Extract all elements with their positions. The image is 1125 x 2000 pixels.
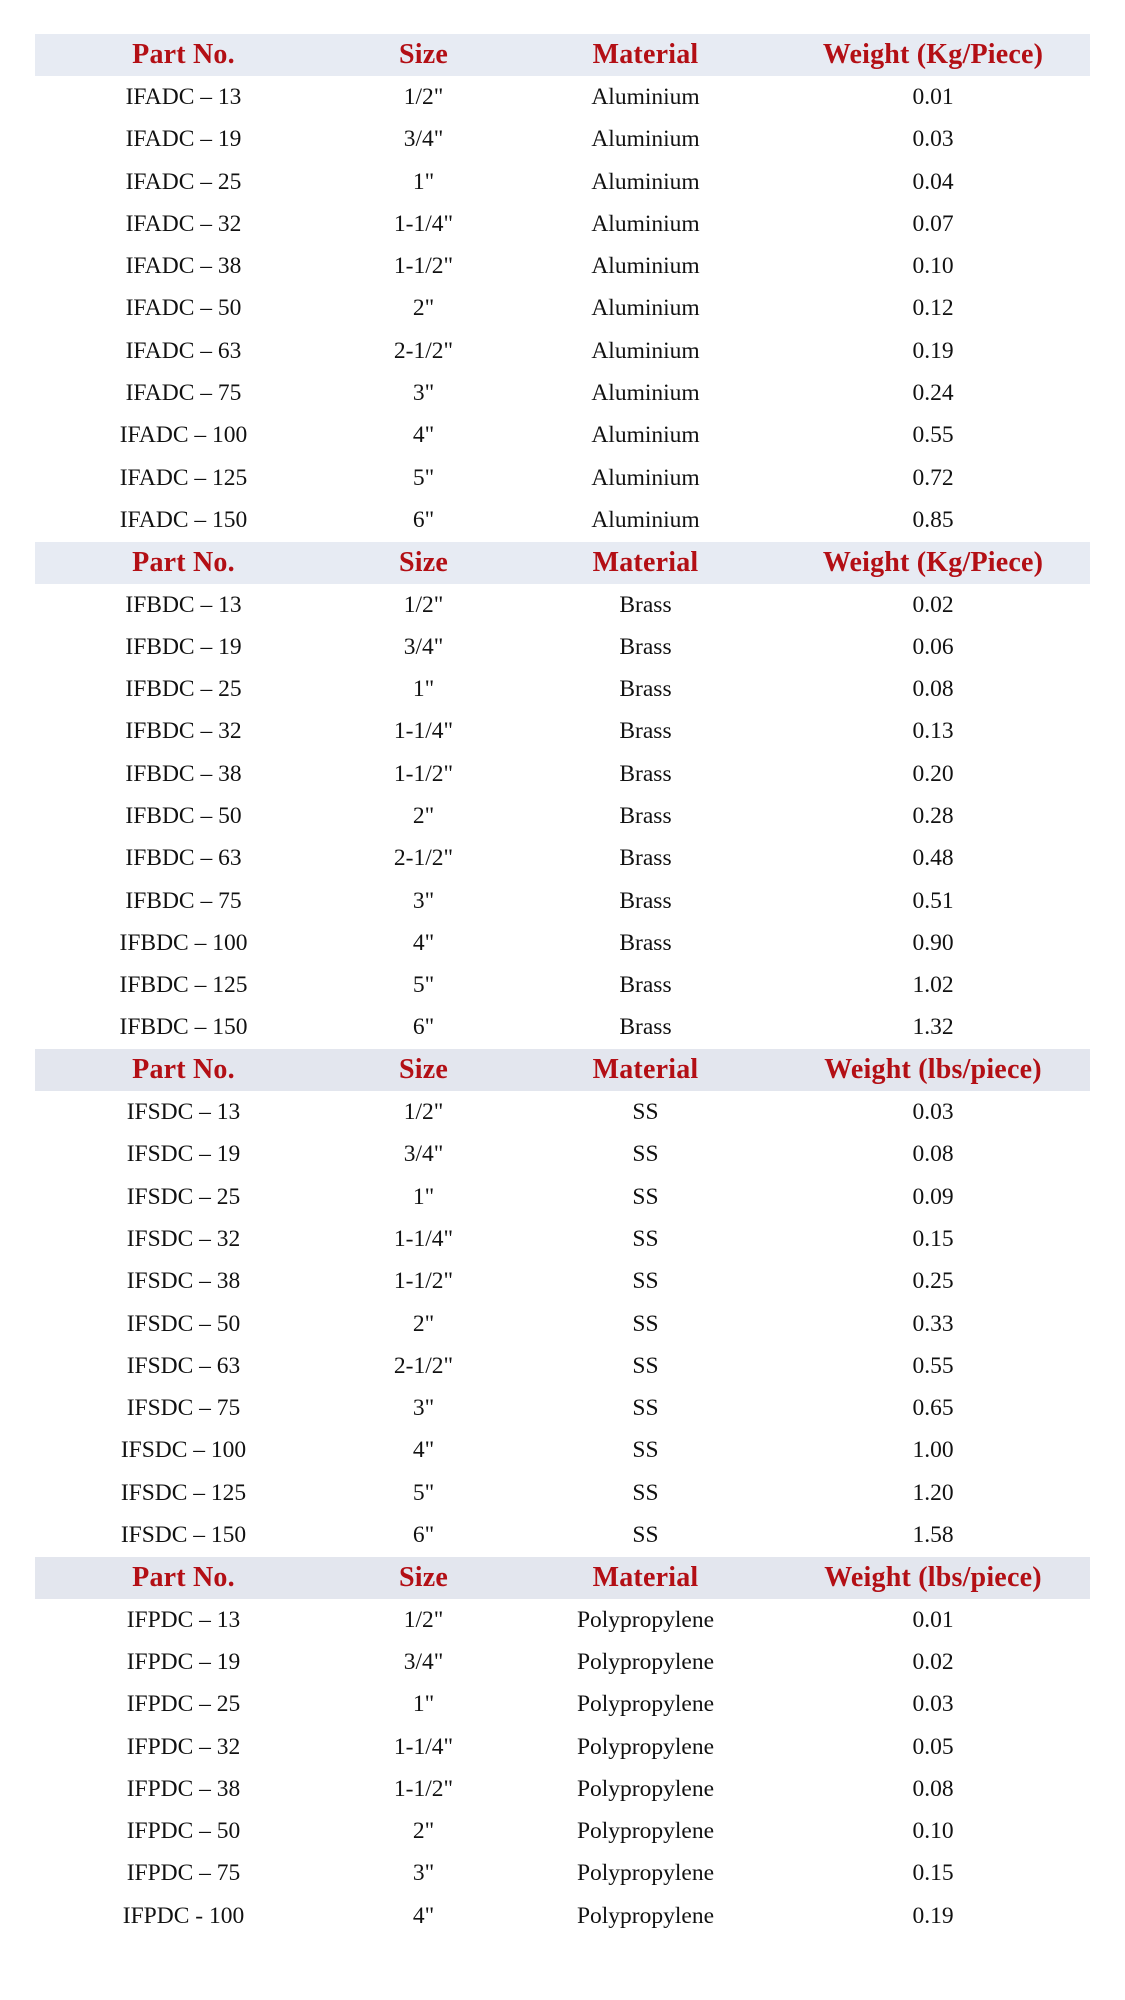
cell-part-no: IFADC – 63: [125, 337, 242, 364]
cell-weight: 0.28: [912, 802, 954, 829]
cell-size: 1/2": [403, 591, 444, 618]
header-weight: Weight (lbs/piece): [824, 1054, 1042, 1086]
table-row: [35, 965, 1090, 1007]
cell-material: Brass: [619, 845, 672, 872]
cell-weight: 0.25: [912, 1268, 954, 1295]
table-row: [35, 1388, 1090, 1430]
cell-material: SS: [632, 1183, 659, 1210]
cell-part-no: IFADC – 75: [125, 380, 242, 407]
cell-material: Brass: [619, 972, 672, 999]
cell-part-no: IFSDC – 100: [120, 1437, 247, 1464]
table-row: [35, 880, 1090, 922]
cell-size: 2-1/2": [393, 337, 454, 364]
cell-size: 1-1/4": [393, 210, 454, 237]
cell-material: Aluminium: [591, 253, 700, 280]
cell-size: 4": [412, 1437, 435, 1464]
cell-size: 3/4": [403, 126, 444, 153]
table-row: [35, 457, 1090, 499]
cell-material: Brass: [619, 591, 672, 618]
cell-part-no: IFBDC – 63: [125, 845, 242, 872]
cell-size: 2-1/2": [393, 1352, 454, 1379]
cell-size: 2": [412, 802, 435, 829]
cell-size: 5": [412, 1479, 435, 1506]
cell-part-no: IFPDC – 50: [126, 1818, 241, 1845]
cell-size: 3/4": [403, 1141, 444, 1168]
cell-material: SS: [632, 1437, 659, 1464]
cell-weight: 1.20: [912, 1479, 954, 1506]
cell-material: Brass: [619, 718, 672, 745]
header-part-no: Part No.: [132, 39, 235, 71]
cell-material: SS: [632, 1395, 659, 1422]
table-row: [35, 711, 1090, 753]
cell-weight: 0.72: [912, 464, 954, 491]
table-row: [35, 1303, 1090, 1345]
cell-part-no: IFSDC – 13: [126, 1099, 241, 1126]
cell-part-no: IFADC – 100: [119, 422, 248, 449]
cell-part-no: IFSDC – 125: [120, 1479, 247, 1506]
cell-material: Polypropylene: [576, 1818, 715, 1845]
cell-size: 1-1/2": [393, 253, 454, 280]
cell-part-no: IFBDC – 38: [125, 760, 242, 787]
table-row: [35, 922, 1090, 964]
cell-weight: 0.33: [912, 1310, 954, 1337]
table-row: [35, 1261, 1090, 1303]
cell-part-no: IFADC – 38: [125, 253, 242, 280]
cell-size: 3": [412, 1395, 435, 1422]
table-row: [35, 1007, 1090, 1049]
table-row: [35, 288, 1090, 330]
table-row: [35, 1345, 1090, 1387]
cell-material: Aluminium: [591, 422, 700, 449]
cell-size: 1": [412, 1183, 435, 1210]
table-row: [35, 499, 1090, 541]
cell-part-no: IFPDC - 100: [122, 1902, 245, 1929]
cell-part-no: IFADC – 150: [119, 506, 248, 533]
cell-weight: 0.13: [912, 718, 954, 745]
parts-table: [35, 34, 1090, 1937]
cell-weight: 0.10: [912, 1818, 954, 1845]
cell-part-no: IFPDC – 25: [126, 1691, 241, 1718]
cell-weight: 0.04: [912, 168, 954, 195]
cell-weight: 0.10: [912, 253, 954, 280]
cell-weight: 0.08: [912, 1141, 954, 1168]
header-weight: Weight (lbs/piece): [824, 1561, 1042, 1593]
cell-material: Brass: [619, 633, 672, 660]
cell-size: 3/4": [403, 633, 444, 660]
table-row: [35, 1472, 1090, 1514]
table-row: [35, 161, 1090, 203]
cell-size: 1/2": [403, 1099, 444, 1126]
cell-weight: 0.05: [912, 1733, 954, 1760]
cell-size: 3": [412, 887, 435, 914]
table-row: [35, 1768, 1090, 1810]
header-size: Size: [398, 1054, 448, 1086]
cell-weight: 1.32: [912, 1014, 954, 1041]
cell-size: 6": [412, 1522, 435, 1549]
table-row: [35, 1684, 1090, 1726]
cell-weight: 0.55: [912, 1352, 954, 1379]
cell-part-no: IFSDC – 75: [126, 1395, 241, 1422]
table-row: [35, 1176, 1090, 1218]
cell-size: 1": [412, 168, 435, 195]
table-row: [35, 1514, 1090, 1556]
cell-size: 2-1/2": [393, 845, 454, 872]
cell-material: Aluminium: [591, 295, 700, 322]
cell-size: 6": [412, 506, 435, 533]
cell-weight: 0.15: [912, 1860, 954, 1887]
cell-part-no: IFADC – 50: [125, 295, 242, 322]
cell-weight: 0.06: [912, 633, 954, 660]
cell-weight: 0.51: [912, 887, 954, 914]
table-row: [35, 753, 1090, 795]
cell-size: 2": [412, 1310, 435, 1337]
cell-weight: 0.12: [912, 295, 954, 322]
cell-part-no: IFBDC – 32: [125, 718, 242, 745]
cell-part-no: IFSDC – 32: [126, 1225, 241, 1252]
cell-weight: 0.19: [912, 1902, 954, 1929]
cell-part-no: IFSDC – 25: [126, 1183, 241, 1210]
cell-material: Polypropylene: [576, 1775, 715, 1802]
table-row: [35, 1810, 1090, 1852]
table-row: [35, 1726, 1090, 1768]
cell-material: Brass: [619, 676, 672, 703]
header-material: Material: [592, 39, 699, 71]
table-header-row: [35, 34, 1090, 76]
cell-material: Polypropylene: [576, 1606, 715, 1633]
cell-part-no: IFBDC – 25: [125, 676, 242, 703]
cell-part-no: IFPDC – 75: [126, 1860, 241, 1887]
cell-material: SS: [632, 1479, 659, 1506]
cell-part-no: IFBDC – 19: [125, 633, 242, 660]
cell-weight: 1.02: [912, 972, 954, 999]
cell-size: 4": [412, 422, 435, 449]
cell-weight: 0.90: [912, 929, 954, 956]
cell-part-no: IFADC – 25: [125, 168, 242, 195]
cell-weight: 0.03: [912, 126, 954, 153]
table-row: [35, 1091, 1090, 1133]
cell-weight: 0.19: [912, 337, 954, 364]
table-header-row: [35, 542, 1090, 584]
cell-size: 1-1/4": [393, 1225, 454, 1252]
cell-part-no: IFBDC – 75: [125, 887, 242, 914]
cell-size: 4": [412, 929, 435, 956]
table-row: [35, 626, 1090, 668]
cell-part-no: IFSDC – 19: [126, 1141, 241, 1168]
cell-size: 3/4": [403, 1648, 444, 1675]
cell-material: Aluminium: [591, 126, 700, 153]
table-row: [35, 203, 1090, 245]
cell-weight: 0.24: [912, 380, 954, 407]
cell-weight: 1.58: [912, 1522, 954, 1549]
cell-weight: 1.00: [912, 1437, 954, 1464]
header-material: Material: [592, 1561, 699, 1593]
header-size: Size: [398, 39, 448, 71]
cell-material: Aluminium: [591, 506, 700, 533]
cell-weight: 0.01: [912, 1606, 954, 1633]
table-row: [35, 76, 1090, 118]
table-row: [35, 584, 1090, 626]
cell-material: Aluminium: [591, 210, 700, 237]
table-row: [35, 372, 1090, 414]
table-row: [35, 119, 1090, 161]
cell-material: Polypropylene: [576, 1902, 715, 1929]
table-row: [35, 415, 1090, 457]
cell-size: 1/2": [403, 1606, 444, 1633]
cell-weight: 0.09: [912, 1183, 954, 1210]
header-part-no: Part No.: [132, 546, 235, 578]
header-part-no: Part No.: [132, 1054, 235, 1086]
table-row: [35, 245, 1090, 287]
cell-part-no: IFSDC – 38: [126, 1268, 241, 1295]
header-material: Material: [592, 1054, 699, 1086]
cell-material: SS: [632, 1141, 659, 1168]
cell-material: SS: [632, 1522, 659, 1549]
cell-weight: 0.02: [912, 1648, 954, 1675]
cell-size: 6": [412, 1014, 435, 1041]
cell-size: 1-1/2": [393, 1268, 454, 1295]
cell-part-no: IFBDC – 100: [119, 929, 248, 956]
header-weight: Weight (Kg/Piece): [822, 39, 1044, 71]
cell-weight: 0.55: [912, 422, 954, 449]
table-row: [35, 1599, 1090, 1641]
header-part-no: Part No.: [132, 1561, 235, 1593]
cell-size: 3": [412, 380, 435, 407]
cell-material: Aluminium: [591, 337, 700, 364]
cell-weight: 0.01: [912, 83, 954, 110]
cell-material: Polypropylene: [576, 1860, 715, 1887]
table-header-row: [35, 1557, 1090, 1599]
cell-weight: 0.02: [912, 591, 954, 618]
cell-size: 1": [412, 1691, 435, 1718]
cell-material: Brass: [619, 929, 672, 956]
cell-part-no: IFPDC – 13: [126, 1606, 241, 1633]
cell-part-no: IFADC – 125: [119, 464, 248, 491]
table-row: [35, 838, 1090, 880]
cell-part-no: IFPDC – 38: [126, 1775, 241, 1802]
cell-material: SS: [632, 1225, 659, 1252]
header-material: Material: [592, 546, 699, 578]
cell-size: 4": [412, 1902, 435, 1929]
cell-weight: 0.15: [912, 1225, 954, 1252]
table-row: [35, 1430, 1090, 1472]
cell-material: Aluminium: [591, 380, 700, 407]
cell-material: Polypropylene: [576, 1648, 715, 1675]
cell-part-no: IFBDC – 150: [119, 1014, 248, 1041]
cell-part-no: IFSDC – 63: [126, 1352, 241, 1379]
table-row: [35, 795, 1090, 837]
cell-material: SS: [632, 1352, 659, 1379]
cell-part-no: IFBDC – 125: [119, 972, 248, 999]
cell-material: SS: [632, 1310, 659, 1337]
header-weight: Weight (Kg/Piece): [822, 546, 1044, 578]
cell-part-no: IFPDC – 19: [126, 1648, 241, 1675]
cell-weight: 0.03: [912, 1691, 954, 1718]
cell-part-no: IFADC – 13: [125, 83, 242, 110]
cell-material: SS: [632, 1099, 659, 1126]
cell-weight: 0.08: [912, 1775, 954, 1802]
cell-material: Aluminium: [591, 168, 700, 195]
cell-size: 1-1/2": [393, 760, 454, 787]
cell-part-no: IFSDC – 50: [126, 1310, 241, 1337]
cell-size: 5": [412, 464, 435, 491]
cell-material: Polypropylene: [576, 1691, 715, 1718]
table-row: [35, 1853, 1090, 1895]
table-row: [35, 1218, 1090, 1260]
cell-material: Brass: [619, 802, 672, 829]
cell-material: Brass: [619, 1014, 672, 1041]
cell-size: 1-1/2": [393, 1775, 454, 1802]
cell-part-no: IFADC – 32: [125, 210, 242, 237]
cell-weight: 0.03: [912, 1099, 954, 1126]
header-size: Size: [398, 1561, 448, 1593]
cell-material: Aluminium: [591, 83, 700, 110]
cell-material: Brass: [619, 760, 672, 787]
cell-size: 1/2": [403, 83, 444, 110]
cell-part-no: IFBDC – 50: [125, 802, 242, 829]
table-row: [35, 668, 1090, 710]
cell-material: Polypropylene: [576, 1733, 715, 1760]
cell-part-no: IFADC – 19: [125, 126, 242, 153]
cell-weight: 0.48: [912, 845, 954, 872]
table-row: [35, 1134, 1090, 1176]
cell-size: 1-1/4": [393, 1733, 454, 1760]
cell-material: Aluminium: [591, 464, 700, 491]
cell-size: 5": [412, 972, 435, 999]
cell-weight: 0.85: [912, 506, 954, 533]
cell-part-no: IFBDC – 13: [125, 591, 242, 618]
cell-size: 3": [412, 1860, 435, 1887]
cell-part-no: IFSDC – 150: [120, 1522, 247, 1549]
cell-part-no: IFPDC – 32: [126, 1733, 241, 1760]
table-row: [35, 1641, 1090, 1683]
cell-weight: 0.08: [912, 676, 954, 703]
table-row: [35, 1895, 1090, 1937]
cell-weight: 0.65: [912, 1395, 954, 1422]
cell-material: Brass: [619, 887, 672, 914]
cell-material: SS: [632, 1268, 659, 1295]
table-header-row: [35, 1049, 1090, 1091]
cell-weight: 0.07: [912, 210, 954, 237]
header-size: Size: [398, 546, 448, 578]
cell-size: 1-1/4": [393, 718, 454, 745]
cell-size: 2": [412, 295, 435, 322]
cell-size: 2": [412, 1818, 435, 1845]
table-row: [35, 330, 1090, 372]
cell-size: 1": [412, 676, 435, 703]
cell-weight: 0.20: [912, 760, 954, 787]
